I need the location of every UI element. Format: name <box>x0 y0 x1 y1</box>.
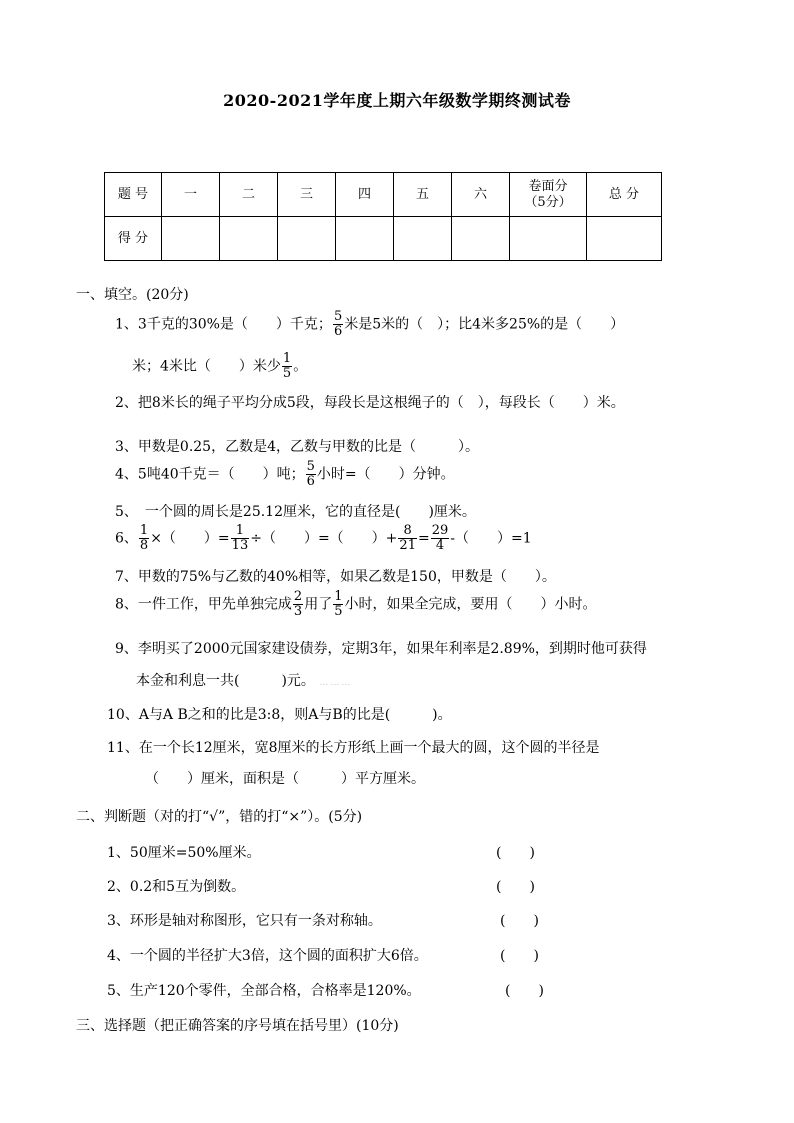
score-header-cell: 二 <box>220 173 278 217</box>
fraction-numerator: 8 <box>398 524 417 539</box>
fraction-denominator: 6 <box>306 474 315 489</box>
question-10: 10、A与A B之和的比是3:8，则A与B的比是( )。 <box>107 707 452 723</box>
fraction-denominator: 4 <box>435 538 445 553</box>
question-9-line1: 9、李明买了2000元国家建设债券，定期3年，如果年利率是2.89%，到期时他可获得 <box>115 641 647 657</box>
question-1-line2 <box>132 352 307 381</box>
score-header-cell: 三 <box>278 173 336 217</box>
q8-text-a: 8、一件工作，甲先单独完成 <box>115 596 292 613</box>
fraction <box>282 352 292 381</box>
q1-text-b: 米是5米的（ ）；比4米多25%的是（ ） <box>344 316 625 333</box>
q8-text-c: 小时，如果全完成，要用（ ）小时。 <box>344 596 597 613</box>
judge-item-3: 3、环形是轴对称图形，它只有一条对称轴。 <box>107 913 382 929</box>
score-cell <box>162 217 220 261</box>
q1-text-d: 。 <box>293 358 308 375</box>
question-11-line2: （ ）厘米，面积是（ ）平方厘米。 <box>145 771 425 787</box>
score-header-cell: 一 <box>162 173 220 217</box>
score-table <box>104 172 662 261</box>
q4-text-a: 4、5吨40千克＝（ ）吨； <box>115 466 305 483</box>
fraction <box>293 590 303 619</box>
section1-heading: 一、填空。(20分) <box>76 287 189 303</box>
answer-paren[interactable]: ( ) <box>496 845 535 861</box>
score-header-cell: 四 <box>336 173 394 217</box>
answer-paren[interactable]: ( ) <box>505 983 544 999</box>
section3-heading: 三、选择题（把正确答案的序号填在括号里）(10分) <box>76 1018 399 1034</box>
q6-text-b: ×（ ）= <box>150 530 230 547</box>
q6-text-c: ÷（ ）=（ ）+ <box>250 530 398 547</box>
judge-item-4: 4、一个圆的半径扩大3倍，这个圆的面积扩大6倍。 <box>107 948 428 964</box>
q9-text-b: 本金和利息一共( )元。 <box>136 673 315 689</box>
question-9-line2 <box>136 670 352 690</box>
fraction-denominator: 13 <box>231 538 249 553</box>
score-cell <box>510 217 587 261</box>
score-cell <box>220 217 278 261</box>
score-cell <box>452 217 510 261</box>
fraction-numerator: 1 <box>282 351 292 366</box>
judge-item-2: 2、0.2和5互为倒数。 <box>107 879 246 895</box>
judge-item-1: 1、50厘米=50%厘米。 <box>107 845 261 861</box>
question-5: 5、 一个圆的周长是25.12厘米，它的直径是( )厘米。 <box>115 504 476 520</box>
question-1-line1 <box>115 310 624 339</box>
fraction-numerator: 29 <box>431 523 449 538</box>
question-8 <box>115 590 596 619</box>
score-cell <box>587 217 662 261</box>
answer-paren[interactable]: ( ) <box>496 879 535 895</box>
fraction-numerator: 1 <box>334 589 343 604</box>
fraction-numerator: 2 <box>293 589 303 604</box>
score-cell <box>394 217 452 261</box>
score-row-label: 得 分 <box>105 217 162 261</box>
q6-text-d: = <box>417 530 430 547</box>
score-cell <box>336 217 394 261</box>
score-header-cover-sub: （5分） <box>524 194 572 210</box>
score-header-cell: 五 <box>394 173 452 217</box>
fraction-numerator: 1 <box>231 524 250 539</box>
question-4 <box>115 460 455 489</box>
q1-text-a: 1、3千克的30%是（ ）千克； <box>115 316 332 333</box>
faint-watermark-text: ……… <box>319 678 353 688</box>
score-header-cell: 总 分 <box>587 173 662 217</box>
score-header-cell-cover <box>510 173 587 217</box>
fraction <box>333 310 343 339</box>
fraction-denominator: 6 <box>333 324 343 339</box>
question-7: 7、甲数的75%与乙数的40%相等，如果乙数是150，甲数是（ ）。 <box>115 569 556 585</box>
fraction <box>139 524 149 553</box>
q6-text-a: 6、 <box>115 530 138 547</box>
score-header-cell: 题 号 <box>105 173 162 217</box>
fraction <box>231 524 250 553</box>
fraction <box>306 460 316 489</box>
fraction-numerator: 5 <box>333 309 343 324</box>
question-6 <box>115 524 532 553</box>
fraction-denominator: 5 <box>282 366 292 381</box>
judge-item-5: 5、生产120个零件，全部合格，合格率是120%。 <box>107 983 421 999</box>
score-table-score-row <box>105 217 662 261</box>
page-title: 2020-2021学年度上期六年级数学期终测试卷 <box>223 91 571 110</box>
fraction-denominator: 8 <box>139 538 149 553</box>
q6-text-e: -（ ）=1 <box>450 530 532 547</box>
fraction-denominator: 3 <box>293 604 303 619</box>
fraction <box>431 524 450 553</box>
section2-heading: 二、判断题（对的打“√”，错的打“×”）。(5分) <box>76 809 363 825</box>
q4-text-b: 小时=（ ）分钟。 <box>316 466 455 483</box>
fraction <box>398 524 417 553</box>
q8-text-b: 用了 <box>304 596 333 613</box>
score-header-cover-label: 卷面分 <box>528 178 568 194</box>
question-2: 2、把8米长的绳子平均分成5段，每段长是这根绳子的（ ），每段长（ ）米。 <box>115 395 625 411</box>
fraction <box>333 590 343 619</box>
answer-paren[interactable]: ( ) <box>500 948 539 964</box>
question-11-line1: 11、在一个长12厘米，宽8厘米的长方形纸上画一个最大的圆，这个圆的半径是 <box>107 740 600 756</box>
fraction-numerator: 1 <box>139 523 149 538</box>
question-3: 3、甲数是0.25，乙数是4，乙数与甲数的比是（ ）。 <box>115 439 479 455</box>
fraction-denominator: 5 <box>334 604 343 619</box>
score-cell <box>278 217 336 261</box>
q1-text-c: 米；4米比（ ）米少 <box>132 358 281 375</box>
score-header-cell: 六 <box>452 173 510 217</box>
score-table-header-row <box>105 173 662 217</box>
fraction-numerator: 5 <box>306 459 315 474</box>
fraction-denominator: 21 <box>399 538 416 553</box>
answer-paren[interactable]: ( ) <box>500 913 539 929</box>
